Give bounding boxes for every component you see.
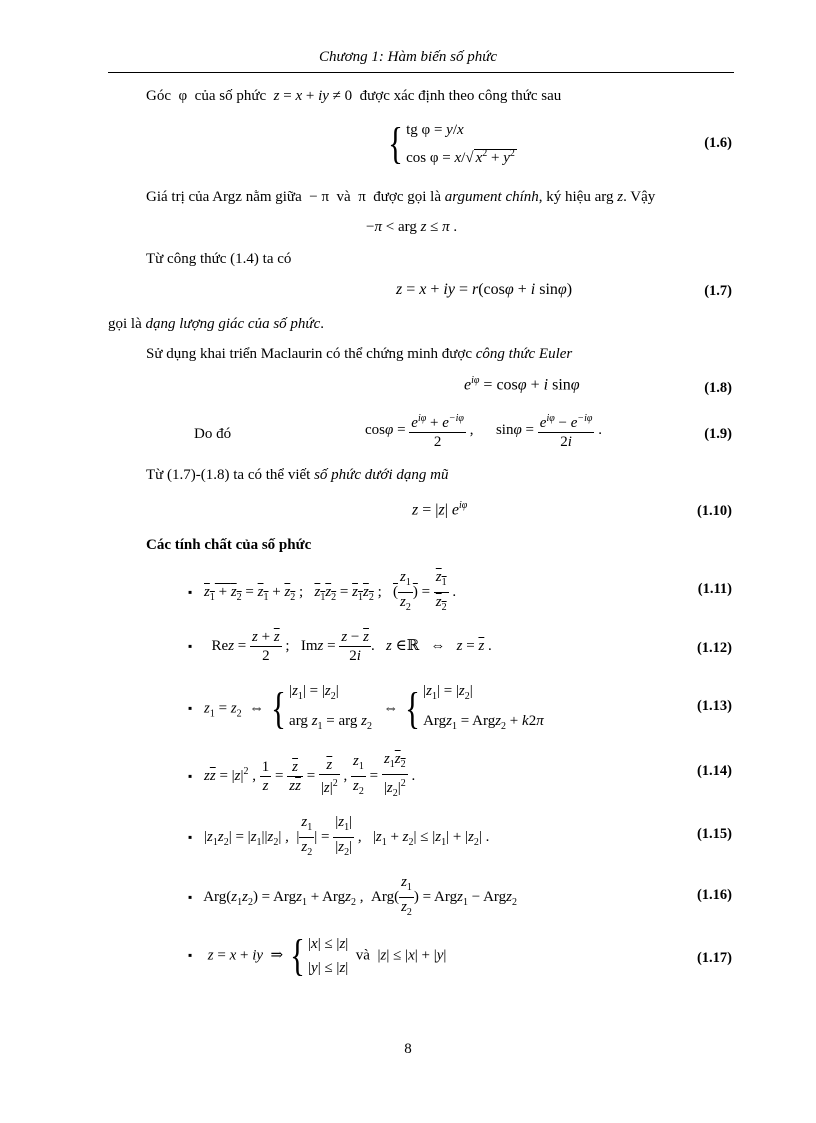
equation-number: (1.17): [696, 950, 732, 966]
paragraph-formula-ref: Từ công thức (1.4) ta có: [146, 251, 292, 267]
page-number: 8: [404, 1041, 412, 1057]
equation-1-10: z = |z| $e^{i\varphi}$: [412, 500, 468, 519]
property-1-12: ▪ Rez = $\frac{z + \overline{z}}{2}$ ; Imz = $\frac{z - \overline{z}}{2i}$ . z ∈ℝ ⇔ $z = \overline{z}$ .: [188, 629, 492, 664]
paragraph-exp-form: Từ (1.7)-(1.8) ta có thể viết số phức dưới dạng mũ: [146, 467, 449, 483]
equation-1-9: cosφ = $\frac{e^{i\varphi} + e^{-i\varphi}}{2}$ , sinφ = $\frac{e^{i\varphi} - e^{-i\varphi}}{2i}$ .: [365, 410, 602, 451]
property-1-16: ▪ $Arg(z_1z_2)$ = Argz$_1$ + Argz$_2$ , Arg( $\frac{z_1}{z_2}$ ) = Argz$_1$ − Argz$_2$: [188, 874, 517, 918]
property-1-15: ▪ $|z_1z_2| = |z_1||z_2|$ , | $\frac{z_1}{z_2}$ | = $\frac{|z_1|}{|z_2|}$ , $|z_1 + z_2| \le |z_1| + |z_2|$ .: [188, 814, 490, 858]
equation-number: (1.14): [696, 763, 732, 779]
equation-1-7: z = x + iy = r(cosφ + i sinφ): [396, 281, 573, 298]
equation-number: (1.6): [704, 135, 732, 151]
equation-number: (1.15): [696, 826, 732, 842]
section-heading: Các tính chất của số phức: [146, 537, 312, 553]
equation-number: (1.12): [696, 640, 732, 656]
header-rule: [108, 72, 734, 73]
paragraph-trig-form: gọi là dạng lượng giác của số phức.: [108, 316, 325, 332]
property-1-17: ▪ z = x + iy ⇒ { |x| ≤ |z| |y| ≤ |z| và |z| ≤ |x| + |y|: [188, 931, 447, 980]
equation-1-8: $e^{i\varphi} = \cos\varphi + i$ sinφ: [464, 375, 580, 394]
equation-number: (1.10): [696, 503, 732, 519]
paragraph-angle: Góc φ của số phức z = x + iy ≠ 0 được xác định theo công thức sau: [146, 88, 562, 104]
equation-1-6: { tg φ = y/x cos φ = x/√ $x^2 + y^2$: [388, 119, 515, 168]
property-1-11: ▪ $z_1 + z_2 = z_1 + z_2$ ; $z_1z_2 = z_1z_2$ ; ( $\frac{z_1}{z_2}$ ) = $\frac{z_1}{z_2}$ .: [188, 569, 457, 613]
paragraph-argument: Giá trị của Argz nằm giữa − π và π được gọi là argument chính, ký hiệu arg z. Vậy: [146, 189, 656, 205]
equation-number: (1.13): [696, 698, 732, 714]
equation-number: (1.11): [697, 581, 732, 597]
paragraph-therefore: Do đó: [194, 426, 232, 442]
property-1-14: ▪ $z\overline{z} = |z|^2$ , $\frac{1}{z}$ = $\frac{\overline{z}}{z\overline{z}}$ = $\frac{\overline{z}}{|z|^2}$ , $\frac{z_1}{z_2}$ = $\frac{z_1z_2}{|z_2|^2}$ .: [188, 751, 416, 799]
equation-number: (1.9): [704, 426, 732, 442]
argument-inequality: −π < arg z ≤ π .: [366, 219, 458, 235]
equation-number: (1.7): [704, 283, 732, 299]
equation-number: (1.8): [704, 380, 732, 396]
property-1-13: ▪ $z_1 = z_2$ ⇔ { $|z_1| = |z_2|$ arg $z_1$ = arg $z_2$ ⇔ { $|z_1| = |z_2|$ Argz$_1$ = Argz$_2$ + k2π: [188, 683, 544, 733]
equation-number: (1.16): [696, 887, 732, 903]
paragraph-euler: Sử dụng khai triển Maclaurin có thể chứng minh được công thức Euler: [146, 346, 573, 362]
page-header: Chương 1: Hàm biến số phức: [318, 49, 498, 65]
